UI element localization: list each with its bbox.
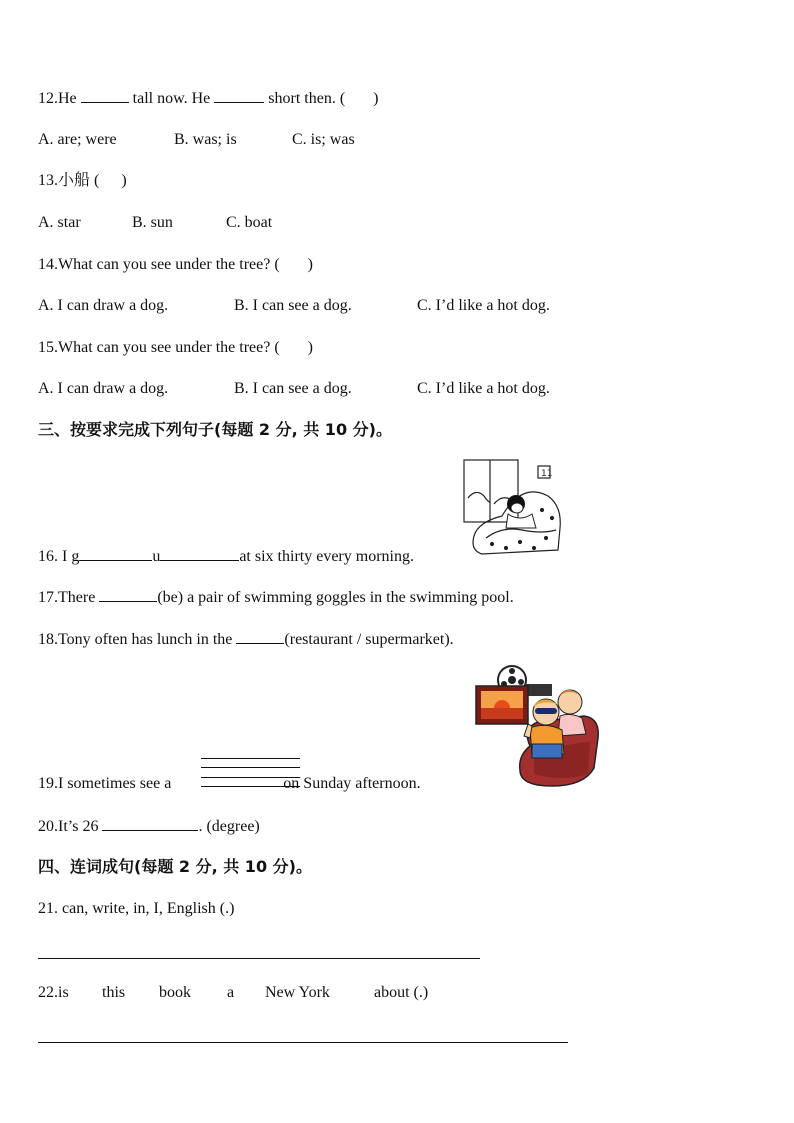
watching-film-illustration [472, 664, 602, 790]
option-b[interactable]: B. was; is [174, 131, 237, 148]
answer-blank[interactable] [160, 546, 239, 561]
question-13: 13.小船 ( ) [38, 172, 127, 189]
answer-line[interactable] [38, 1042, 568, 1043]
question-17: 17.There (be) a pair of swimming goggles in the swimming pool. [38, 589, 514, 606]
question-14-options [38, 296, 550, 316]
question-number: 12. [38, 90, 58, 107]
answer-blank[interactable] [236, 629, 284, 644]
section-4-heading: 四、连词成句(每题 2 分, 共 10 分)。 [38, 857, 312, 876]
question-15-options [38, 379, 550, 399]
getting-up-illustration [462, 458, 566, 562]
option-a[interactable]: A. star [38, 214, 81, 231]
answer-blank[interactable] [102, 816, 198, 831]
answer-line[interactable] [38, 958, 480, 959]
option-c[interactable]: C. boat [226, 214, 273, 231]
option-b[interactable]: B. I can see a dog. [234, 297, 352, 314]
option-b[interactable]: B. I can see a dog. [234, 380, 352, 397]
question-13-options [38, 213, 272, 233]
option-a[interactable]: A. are; were [38, 131, 117, 148]
word-tile: a [227, 984, 235, 1001]
question-15: 15.What can you see under the tree? ( ) [38, 339, 313, 356]
svg-text:11: 11 [541, 469, 553, 479]
question-21: 21. can, write, in, I, English (.) [38, 900, 235, 917]
question-12-options [38, 130, 355, 150]
answer-blank[interactable] [214, 88, 264, 103]
question-14: 14.What can you see under the tree? ( ) [38, 256, 313, 273]
option-c[interactable]: C. I’d like a hot dog. [417, 380, 550, 397]
option-a[interactable]: A. I can draw a dog. [38, 297, 169, 314]
word-tile: New York [265, 984, 330, 1001]
word-tile: is [58, 984, 69, 1001]
question-19: 19.I sometimes see a on Sunday afternoon. [38, 775, 421, 792]
question-18: 18.Tony often has lunch in the (restaurant / supermarket). [38, 631, 454, 648]
question-16: 16. I g u at six thirty every morning. [38, 548, 414, 565]
word-tile: book [159, 984, 191, 1001]
option-c[interactable]: C. is; was [292, 131, 355, 148]
question-20: 20.It’s 26 . (degree) [38, 818, 260, 835]
option-c[interactable]: C. I’d like a hot dog. [417, 297, 550, 314]
section-3-heading: 三、按要求完成下列句子(每题 2 分, 共 10 分)。 [38, 420, 392, 439]
question-12: 12.He tall now. He short then. ( ) [38, 90, 379, 107]
answer-blank[interactable] [81, 88, 129, 103]
option-b[interactable]: B. sun [132, 214, 173, 231]
answer-blank[interactable] [79, 546, 152, 561]
question-22: 22.is this book a New York about (.) [38, 984, 429, 1001]
answer-blank[interactable] [99, 587, 157, 602]
word-tile: about (.) [374, 984, 429, 1001]
word-tile: this [102, 984, 126, 1001]
option-a[interactable]: A. I can draw a dog. [38, 380, 169, 397]
